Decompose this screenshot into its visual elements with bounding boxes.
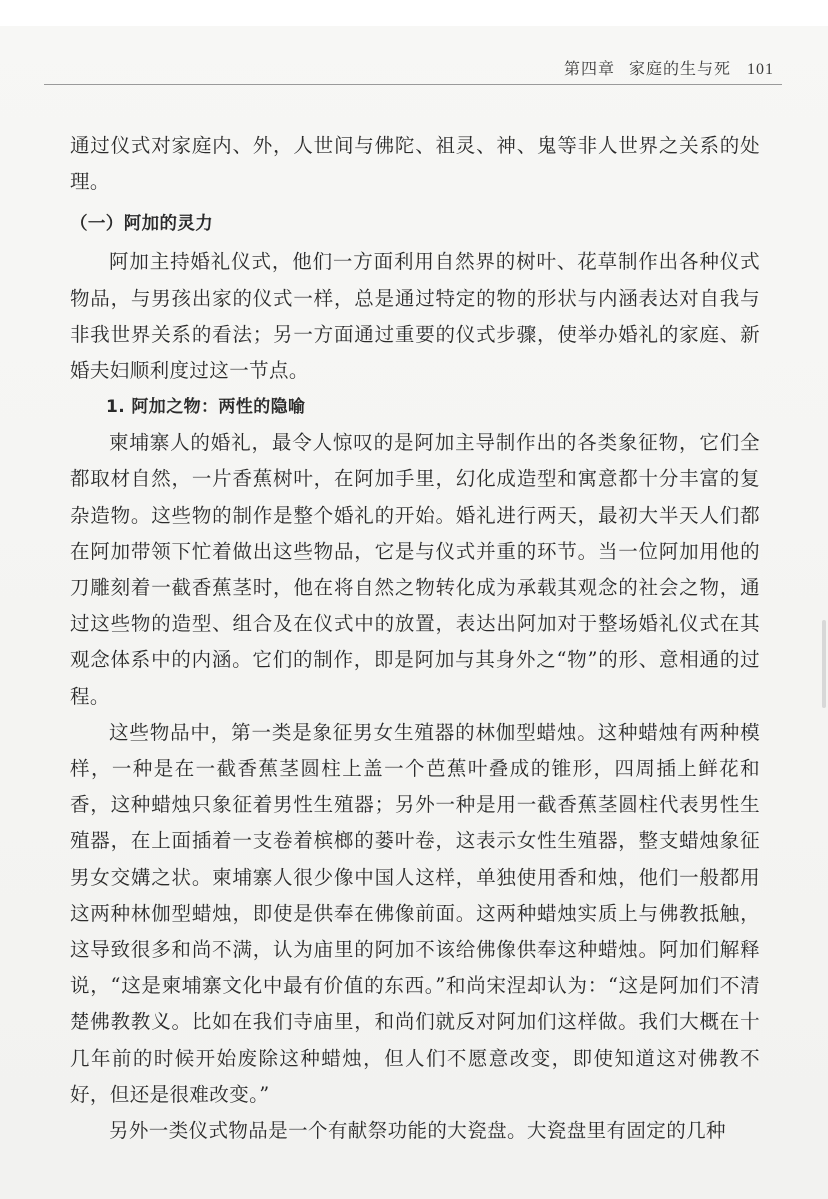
body-text	[70, 128, 760, 1149]
paragraph-continuation: 通过仪式对家庭内、外，人世间与佛陀、祖灵、神、鬼等非人世界之关系的处理。	[70, 134, 760, 194]
chapter-title: 家庭的生与死	[628, 59, 731, 78]
scrollbar-thumb[interactable]	[822, 620, 826, 708]
paragraph-3: 这些物品中，第一类是象征男女生殖器的林伽型蜡烛。这种蜡烛有两种模样，一种是在一截香蕉茎圆柱上盖一个芭蕉叶叠成的锥形，四周插上鲜花和香，这种蜡烛只象征着男性生殖器；另外一种是用一截香蕉茎圆柱代表男性生殖器，在上面插着一支卷着槟榔的蒌叶卷，这表示女性生殖器，整支蜡烛象征男女交媾之状。柬埔寨人很少像中国人这样，单独使用香和烛，他们一般都用这两种林伽型蜡烛，即使是供奉在佛像前面。这两种蜡烛实质上与佛教抵触，这导致很多和尚不满，认为庙里的阿加不该给佛像供奉这种蜡烛。阿加们解释说，“这是柬埔寨文化中最有价值的东西。”和尚宋涅却认为：“这是阿加们不清楚佛教教义。比如在我们寺庙里，和尚们就反对阿加们这样做。我们大概在十几年前的时候开始废除这种蜡烛，但人们不愿意改变，即使知道这对佛教不好，但还是很难改变。”	[70, 720, 760, 1106]
subsection-heading: 1. 阿加之物：两性的隐喻	[106, 397, 306, 418]
paragraph-1: 阿加主持婚礼仪式，他们一方面利用自然界的树叶、花草制作出各种仪式物品，与男孩出家的仪式一样，总是通过特定的物的形状与内涵表达对自我与非我世界关系的看法；另一方面通过重要的仪式步骤，使举办婚礼的家庭、新婚夫妇顺利度过这一节点。	[70, 250, 760, 383]
top-strip	[0, 0, 828, 26]
chapter-label: 第四章	[563, 59, 615, 78]
header-rule	[44, 84, 782, 85]
paragraph-4: 另外一类仪式物品是一个有献祭功能的大瓷盘。大瓷盘里有固定的几种	[109, 1119, 726, 1143]
paragraph-2: 柬埔寨人的婚礼，最令人惊叹的是阿加主导制作出的各类象征物，它们全都取材自然，一片香蕉树叶，在阿加手里，幻化成造型和寓意都十分丰富的复杂造物。这些物的制作是整个婚礼的开始。婚礼进行两天，最初大半天人们都在阿加带领下忙着做出这些物品，它是与仪式并重的环节。当一位阿加用他的刀雕刻着一截香蕉茎时，他在将自然之物转化成为承载其观念的社会之物，通过这些物的造型、组合及在仪式中的放置，表达出阿加对于整场婚礼仪式在其观念体系中的内涵。它们的制作，即是阿加与其身外之“物”的形、意相通的过程。	[70, 431, 760, 708]
section-heading: （一）阿加的灵力	[70, 214, 214, 235]
running-header	[564, 56, 774, 79]
page-number: 101	[747, 61, 774, 78]
